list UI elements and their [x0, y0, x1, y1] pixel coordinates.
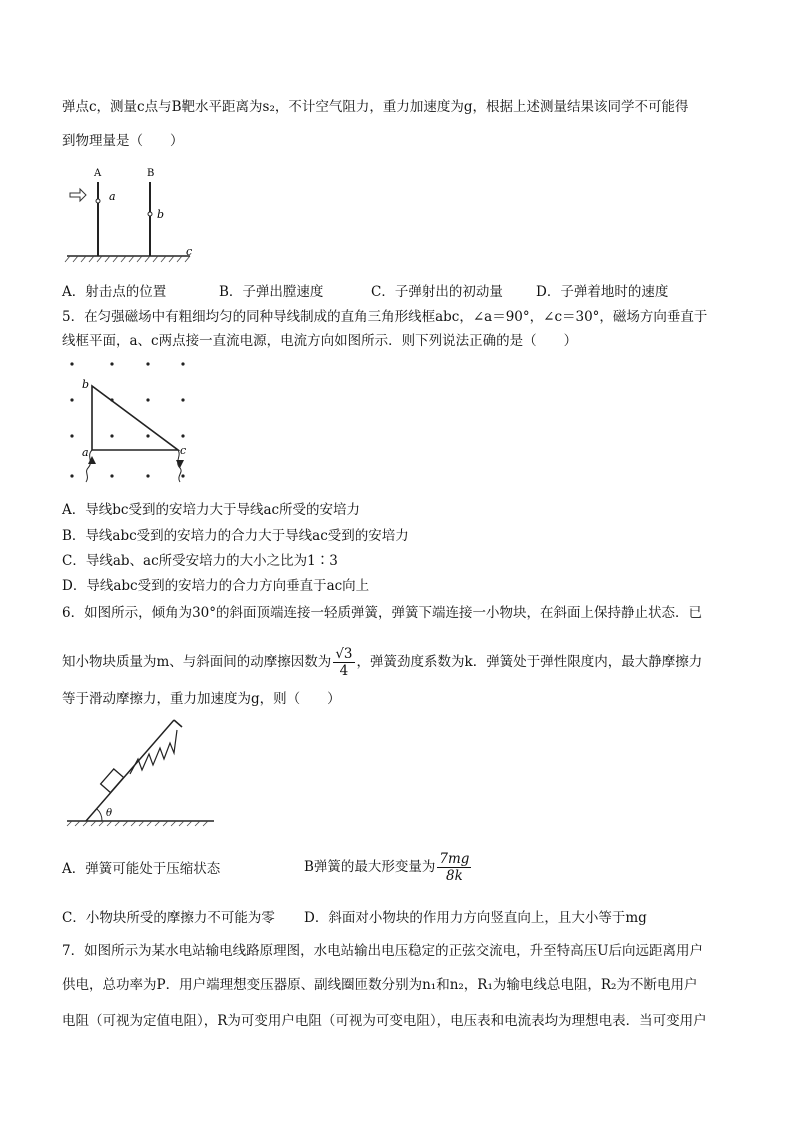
q6-incline-figure: [62, 715, 218, 829]
q5-text-line1: 5．在匀强磁场中有粗细均匀的同种导线制成的直角三角形线框abc，∠a＝90°，∠c＝30°，磁场方向垂直于: [62, 309, 708, 325]
q5-option-a: A．导线bc受到的安培力大于导线ac所受的安培力: [62, 502, 361, 518]
label-B: B: [147, 168, 155, 179]
q4-option-d: D．子弹着地时的速度: [536, 284, 669, 300]
vertex-a: a: [82, 446, 89, 459]
mu-denominator: 4: [339, 663, 349, 679]
label-A: A: [94, 168, 102, 179]
vertex-c: c: [180, 444, 187, 457]
wall-top: [174, 720, 182, 727]
q4-option-c: C．子弹射出的初动量: [371, 284, 503, 300]
incline-surface: [86, 720, 174, 821]
block-on-incline: [101, 769, 124, 793]
q6-text-line2: [62, 645, 702, 679]
hit-point-b: [148, 212, 152, 216]
q7-text-line1: 7．如图所示为某水电站输电线路原理图，水电站输出电压稳定的正弦交流电，升至特高压U后向远距离用户: [62, 943, 703, 959]
q6-option-b: [304, 849, 473, 885]
q6-option-d: D．斜面对小物块的作用力方向竖直向上，且大小等于mg: [304, 910, 647, 926]
vertex-b: b: [82, 378, 90, 391]
q4-text-line1: 弹点c，测量c点与B靶水平距离为s₂，不计空气阻力，重力加速度为g，根据上述测量结果该同学不可能得: [62, 99, 689, 115]
q5-option-d: D．导线abc受到的安培力的合力方向垂直于ac向上: [62, 578, 370, 594]
q4-text-line2: 到物理量是（ ）: [62, 133, 184, 149]
mu-numerator: √3: [335, 646, 353, 662]
q5-option-b: B．导线abc受到的安培力的合力大于导线ac受到的安培力: [62, 528, 409, 544]
q4-option-a: A．射击点的位置: [62, 284, 167, 300]
friction-coefficient-fraction: [333, 646, 354, 679]
deformation-numerator: 7mg: [439, 851, 470, 867]
q5-option-c: C．导线ab、ac所受安培力的大小之比为1∶3: [62, 553, 338, 569]
label-b: b: [157, 208, 165, 221]
hit-point-a: [96, 199, 100, 203]
q6-text-line3: 等于滑动摩擦力，重力加速度为g，则（ ）: [62, 691, 341, 707]
q6-line2-end: ，弹簧劲度系数为k．弹簧处于弹性限度内，最大静摩擦力: [356, 654, 703, 670]
q4-option-b: B．子弹出膛速度: [219, 284, 324, 300]
current-arrow-out-icon: [176, 460, 184, 468]
q5-magnetic-field-figure: [62, 356, 200, 490]
spring-zigzag: [130, 730, 177, 774]
q6-option-b-text: B弹簧的最大形变量为: [304, 859, 436, 875]
max-deformation-fraction: [437, 851, 471, 884]
wire-triangle-abc: [92, 386, 178, 450]
q6-option-a: A．弹簧可能处于压缩状态: [62, 861, 221, 877]
q7-text-line3: 电阻（可视为定值电阻），R为可变用户电阻（可视为可变电阻），电压表和电流表均为理想电表．当可变用户: [62, 1013, 707, 1029]
deformation-denominator: 8k: [446, 868, 463, 884]
q6-option-c: C．小物块所受的摩擦力不可能为零: [62, 910, 275, 926]
bullet-arrow-icon: [70, 189, 86, 201]
q4-target-figure: [62, 160, 202, 266]
label-c: c: [186, 245, 193, 258]
q6-text-line1: 6．如图所示，倾角为30°的斜面顶端连接一轻质弹簧，弹簧下端连接一小物块，在斜面上保持静止状态．已: [62, 605, 703, 621]
q6-line2-start: 知小物块质量为m、与斜面间的动摩擦因数为: [62, 654, 332, 670]
angle-arc: [97, 809, 102, 821]
q7-text-line2: 供电，总功率为P．用户端理想变压器原、副线圈匝数分别为n₁和n₂，R₁为输电线总电阻，R₂为不断电用户: [62, 977, 698, 993]
q5-text-line2: 线框平面，a、c两点接一直流电源，电流方向如图所示．则下列说法正确的是（ ）: [62, 333, 578, 349]
angle-theta-label: θ: [106, 808, 113, 819]
ground-hatch: [65, 256, 190, 262]
label-a: a: [109, 190, 116, 203]
current-arrow-in-icon: [88, 456, 96, 464]
